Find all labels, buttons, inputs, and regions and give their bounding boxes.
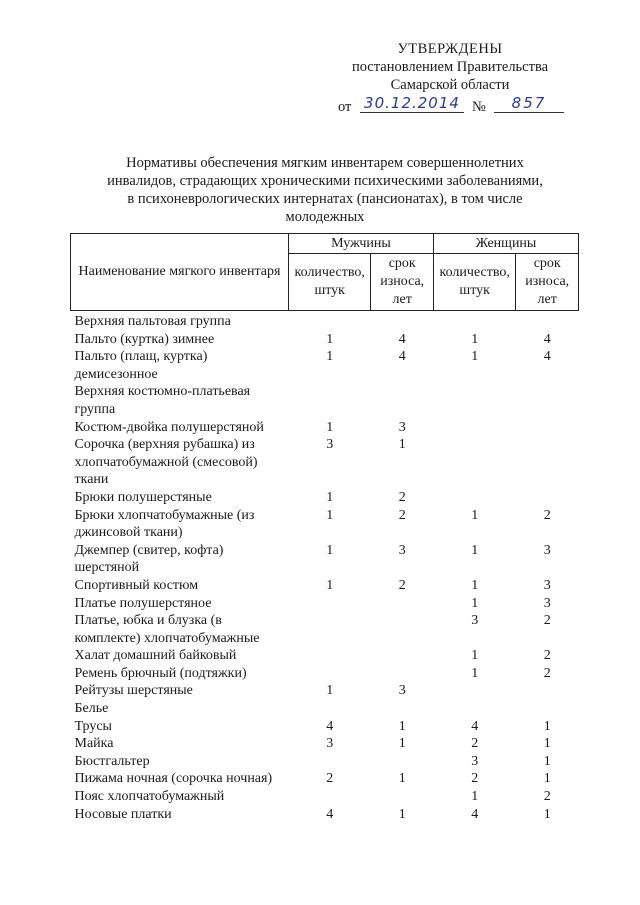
item-name: Бюстгальтер bbox=[74, 753, 150, 769]
table-row bbox=[71, 753, 579, 771]
women-lifetime bbox=[516, 436, 579, 489]
table-row bbox=[71, 665, 579, 683]
women-quantity bbox=[433, 419, 515, 437]
women-lifetime: 2 bbox=[543, 665, 551, 681]
women-lifetime: 1 bbox=[543, 736, 551, 752]
women-quantity: 1 bbox=[471, 665, 479, 681]
men-lifetime: 1 bbox=[398, 718, 406, 734]
item-name: Пояс хлопчатобумажный bbox=[74, 789, 225, 805]
header-women-lifetime: срок износа, лет bbox=[516, 254, 579, 311]
men-quantity: 3 bbox=[326, 736, 334, 752]
women-quantity: 1 bbox=[471, 331, 479, 347]
number-sign: № bbox=[472, 99, 486, 115]
men-quantity: 1 bbox=[326, 683, 334, 699]
men-lifetime: 3 bbox=[398, 542, 406, 558]
handwritten-number: 857 bbox=[494, 94, 564, 113]
approval-date-line bbox=[330, 96, 570, 118]
men-lifetime bbox=[371, 700, 434, 718]
table-row bbox=[71, 436, 579, 489]
men-quantity: 4 bbox=[326, 806, 334, 822]
item-name: Носовые платки bbox=[74, 806, 172, 822]
table-row bbox=[71, 770, 579, 788]
men-quantity: 1 bbox=[326, 331, 334, 347]
men-quantity bbox=[289, 595, 371, 613]
women-lifetime: 3 bbox=[543, 542, 551, 558]
title-line: молодежных bbox=[285, 209, 365, 225]
table-row bbox=[71, 383, 579, 418]
item-name: Верхняя костюмно-платьевая группа bbox=[74, 384, 251, 417]
men-quantity: 3 bbox=[326, 437, 334, 453]
table-row bbox=[71, 489, 579, 507]
table-row bbox=[71, 507, 579, 542]
women-lifetime: 3 bbox=[543, 577, 551, 593]
women-quantity bbox=[433, 682, 515, 700]
women-lifetime: 2 bbox=[543, 789, 551, 805]
table-row bbox=[71, 682, 579, 700]
item-name: Пальто (куртка) зимнее bbox=[74, 331, 215, 347]
item-name: Пижама ночная (сорочка ночная) bbox=[74, 771, 273, 787]
item-name: Майка bbox=[74, 736, 114, 752]
men-lifetime bbox=[371, 753, 434, 771]
table-row bbox=[71, 311, 579, 331]
men-quantity bbox=[289, 383, 371, 418]
men-lifetime: 4 bbox=[398, 349, 406, 365]
men-quantity bbox=[289, 665, 371, 683]
women-quantity: 2 bbox=[471, 771, 479, 787]
women-quantity: 1 bbox=[471, 577, 479, 593]
women-lifetime: 2 bbox=[543, 613, 551, 629]
men-lifetime: 1 bbox=[398, 806, 406, 822]
women-lifetime bbox=[516, 311, 579, 331]
men-quantity: 1 bbox=[326, 577, 334, 593]
item-name: Джемпер (свитер, кофта) шерстяной bbox=[74, 542, 224, 576]
table-row bbox=[71, 348, 579, 383]
women-lifetime: 2 bbox=[543, 507, 551, 523]
title-line: в психоневрологических интернатах (пансионатах), в том числе bbox=[127, 191, 523, 207]
women-quantity: 1 bbox=[471, 789, 479, 805]
table-row bbox=[71, 700, 579, 718]
table-row bbox=[71, 577, 579, 595]
men-lifetime bbox=[371, 595, 434, 613]
handwritten-date: 30.12.2014 bbox=[360, 94, 464, 113]
women-quantity: 3 bbox=[471, 613, 479, 629]
men-quantity bbox=[289, 311, 371, 331]
women-lifetime: 1 bbox=[543, 806, 551, 822]
table-row bbox=[71, 806, 579, 824]
women-quantity: 1 bbox=[471, 542, 479, 558]
women-quantity bbox=[433, 489, 515, 507]
men-lifetime: 2 bbox=[398, 489, 406, 505]
men-quantity bbox=[289, 753, 371, 771]
women-lifetime bbox=[516, 682, 579, 700]
men-quantity: 1 bbox=[326, 349, 334, 365]
approval-line-2: Самарской области bbox=[390, 77, 510, 93]
men-lifetime: 4 bbox=[398, 331, 406, 347]
women-lifetime: 4 bbox=[543, 349, 551, 365]
women-lifetime bbox=[516, 419, 579, 437]
table-row bbox=[71, 331, 579, 349]
norms-table bbox=[70, 233, 579, 823]
women-quantity: 4 bbox=[471, 718, 479, 734]
men-quantity: 1 bbox=[326, 507, 334, 523]
women-quantity: 1 bbox=[471, 349, 479, 365]
men-lifetime: 2 bbox=[398, 577, 406, 593]
item-name: Костюм-двойка полушерстяной bbox=[74, 419, 264, 435]
men-quantity bbox=[289, 612, 371, 647]
women-lifetime: 2 bbox=[543, 648, 551, 664]
men-lifetime bbox=[371, 311, 434, 331]
table-row bbox=[71, 647, 579, 665]
header-item-name: Наименование мягкого инвентаря bbox=[71, 234, 289, 311]
title-line: инвалидов, страдающих хроническими психическими заболеваниями, bbox=[107, 173, 543, 189]
men-lifetime: 1 bbox=[398, 437, 406, 453]
item-name: Пальто (плащ, куртка) демисезонное bbox=[74, 349, 208, 382]
men-lifetime bbox=[371, 383, 434, 418]
women-quantity: 1 bbox=[471, 595, 479, 611]
men-lifetime bbox=[371, 788, 434, 806]
approval-line-1: постановлением Правительства bbox=[351, 59, 549, 75]
date-prefix: от bbox=[338, 99, 352, 115]
women-quantity bbox=[433, 436, 515, 489]
table-row bbox=[71, 735, 579, 753]
item-name: Верхняя пальтовая группа bbox=[74, 314, 231, 329]
men-lifetime: 2 bbox=[398, 507, 406, 523]
document-title bbox=[80, 154, 570, 226]
item-name: Рейтузы шерстяные bbox=[74, 683, 193, 699]
men-quantity bbox=[289, 647, 371, 665]
men-quantity: 4 bbox=[326, 718, 334, 734]
women-quantity: 1 bbox=[471, 507, 479, 523]
header-men-lifetime: срок износа, лет bbox=[371, 254, 434, 311]
men-lifetime: 3 bbox=[398, 419, 406, 435]
women-lifetime bbox=[516, 489, 579, 507]
women-lifetime: 4 bbox=[543, 331, 551, 347]
header-women: Женщины bbox=[433, 234, 578, 254]
men-quantity bbox=[289, 700, 371, 718]
item-name: Платье, юбка и блузка (в комплекте) хлопчатобумажные bbox=[74, 613, 260, 646]
women-lifetime: 3 bbox=[543, 595, 551, 611]
men-lifetime: 1 bbox=[398, 771, 406, 787]
women-quantity bbox=[433, 700, 515, 718]
men-quantity: 1 bbox=[326, 542, 334, 558]
item-name: Ремень брючный (подтяжки) bbox=[74, 665, 247, 681]
men-lifetime: 3 bbox=[398, 683, 406, 699]
table-row bbox=[71, 612, 579, 647]
item-name: Белье bbox=[74, 701, 109, 717]
item-name: Трусы bbox=[74, 718, 112, 734]
women-lifetime: 1 bbox=[543, 753, 551, 769]
table-body bbox=[71, 311, 579, 824]
item-name: Брюки хлопчатобумажные (из джинсовой ткани) bbox=[74, 507, 255, 541]
title-line: Нормативы обеспечения мягким инвентарем совершеннолетних bbox=[126, 155, 524, 171]
women-quantity: 4 bbox=[471, 806, 479, 822]
women-lifetime: 1 bbox=[543, 718, 551, 734]
header-men: Мужчины bbox=[289, 234, 434, 254]
women-quantity bbox=[433, 383, 515, 418]
table-row bbox=[71, 419, 579, 437]
women-lifetime bbox=[516, 700, 579, 718]
table-row bbox=[71, 718, 579, 736]
approval-stamp bbox=[330, 40, 570, 118]
men-quantity bbox=[289, 788, 371, 806]
women-lifetime: 1 bbox=[543, 771, 551, 787]
item-name: Платье полушерстяное bbox=[74, 595, 212, 611]
women-quantity: 2 bbox=[471, 736, 479, 752]
women-quantity bbox=[433, 311, 515, 331]
women-quantity: 1 bbox=[471, 648, 479, 664]
item-name: Брюки полушерстяные bbox=[74, 489, 212, 505]
header-women-quantity: количество, штук bbox=[433, 254, 515, 311]
men-quantity: 1 bbox=[326, 489, 334, 505]
women-quantity: 3 bbox=[471, 753, 479, 769]
item-name: Халат домашний байковый bbox=[74, 648, 237, 664]
table-row bbox=[71, 542, 579, 577]
table-row bbox=[71, 788, 579, 806]
header-men-quantity: количество, штук bbox=[289, 254, 371, 311]
men-lifetime: 1 bbox=[398, 736, 406, 752]
approval-title: УТВЕРЖДЕНЫ bbox=[397, 41, 503, 57]
men-lifetime bbox=[371, 647, 434, 665]
men-lifetime bbox=[371, 665, 434, 683]
item-name: Сорочка (верхняя рубашка) из хлопчатобумажной (смесовой) ткани bbox=[74, 437, 258, 488]
men-quantity: 2 bbox=[326, 771, 334, 787]
men-quantity: 1 bbox=[326, 419, 334, 435]
men-lifetime bbox=[371, 612, 434, 647]
item-name: Спортивный костюм bbox=[74, 577, 199, 593]
women-lifetime bbox=[516, 383, 579, 418]
table-row bbox=[71, 595, 579, 613]
